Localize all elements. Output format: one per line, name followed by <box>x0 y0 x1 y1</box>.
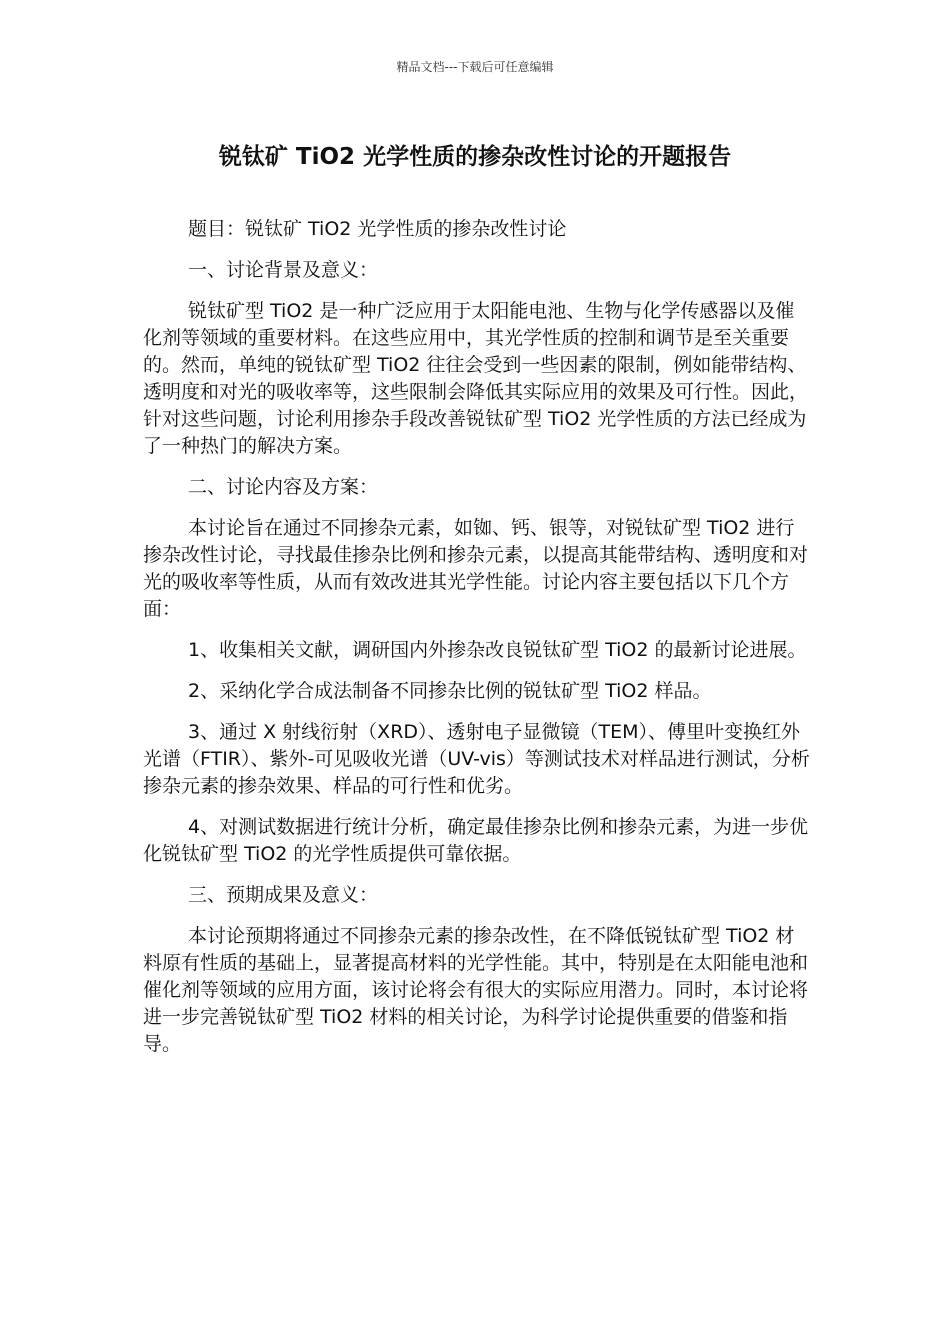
content-paragraph: 本讨论旨在通过不同掺杂元素，如铷、钙、银等，对锐钛矿型 TiO2 进行掺杂改性讨论，寻找最佳掺杂比例和掺杂元素，以提高其能带结构、透明度和对光的吸收率等性质，从而有效改进其光学性能。讨论内容主要包括以下几个方面： <box>143 517 809 620</box>
background-paragraph: 锐钛矿型 TiO2 是一种广泛应用于太阳能电池、生物与化学传感器以及催化剂等领域的重要材料。在这些应用中，其光学性质的控制和调节是至关重要的。然而，单纯的锐钛矿型 TiO2 往往会受到一些因素的限制，例如能带结构、透明度和对光的吸收率等，这些限制会降低其实际应用的效果及可行性。因此，针对这些问题，讨论利用掺杂手段改善锐钛矿型 TiO2 光学性质的方法已经成为了一种热门的解决方案。 <box>143 300 809 457</box>
document-body <box>143 216 813 1072</box>
page-title: 锐钛矿 TiO2 光学性质的掺杂改性讨论的开题报告 <box>218 144 732 170</box>
section-heading-content: 二、讨论内容及方案： <box>188 476 379 498</box>
section-heading-outcomes: 三、预期成果及意义： <box>188 884 379 906</box>
list-item-3: 3、通过 X 射线衍射（XRD）、透射电子显微镜（TEM）、傅里叶变换红外光谱（FTIR）、紫外-可见吸收光谱（UV-vis）等测试技术对样品进行测试，分析掺杂元素的掺杂效果、样品的可行性和优劣。 <box>143 721 810 797</box>
list-item-1: 1、收集相关文献，调研国内外掺杂改良锐钛矿型 TiO2 的最新讨论进展。 <box>188 639 807 661</box>
topic-line: 题目：锐钛矿 TiO2 光学性质的掺杂改性讨论 <box>188 218 567 240</box>
outcomes-paragraph: 本讨论预期将通过不同掺杂元素的掺杂改性，在不降低锐钛矿型 TiO2 材料原有性质的基础上，显著提高材料的光学性能。其中，特别是在太阳能电池和催化剂等领域的应用方面，该讨论将会有很大的实际应用潜力。同时，本讨论将进一步完善锐钛矿型 TiO2 材料的相关讨论，为科学讨论提供重要的借鉴和指导。 <box>143 925 809 1055</box>
header-note: 精品文档---下载后可任意编辑 <box>396 60 554 74</box>
list-item-2: 2、采纳化学合成法制备不同掺杂比例的锐钛矿型 TiO2 样品。 <box>188 680 712 702</box>
section-heading-background: 一、讨论背景及意义： <box>188 259 379 281</box>
list-item-4: 4、对测试数据进行统计分析，确定最佳掺杂比例和掺杂元素，为进一步优化锐钛矿型 TiO2 的光学性质提供可靠依据。 <box>143 816 809 865</box>
